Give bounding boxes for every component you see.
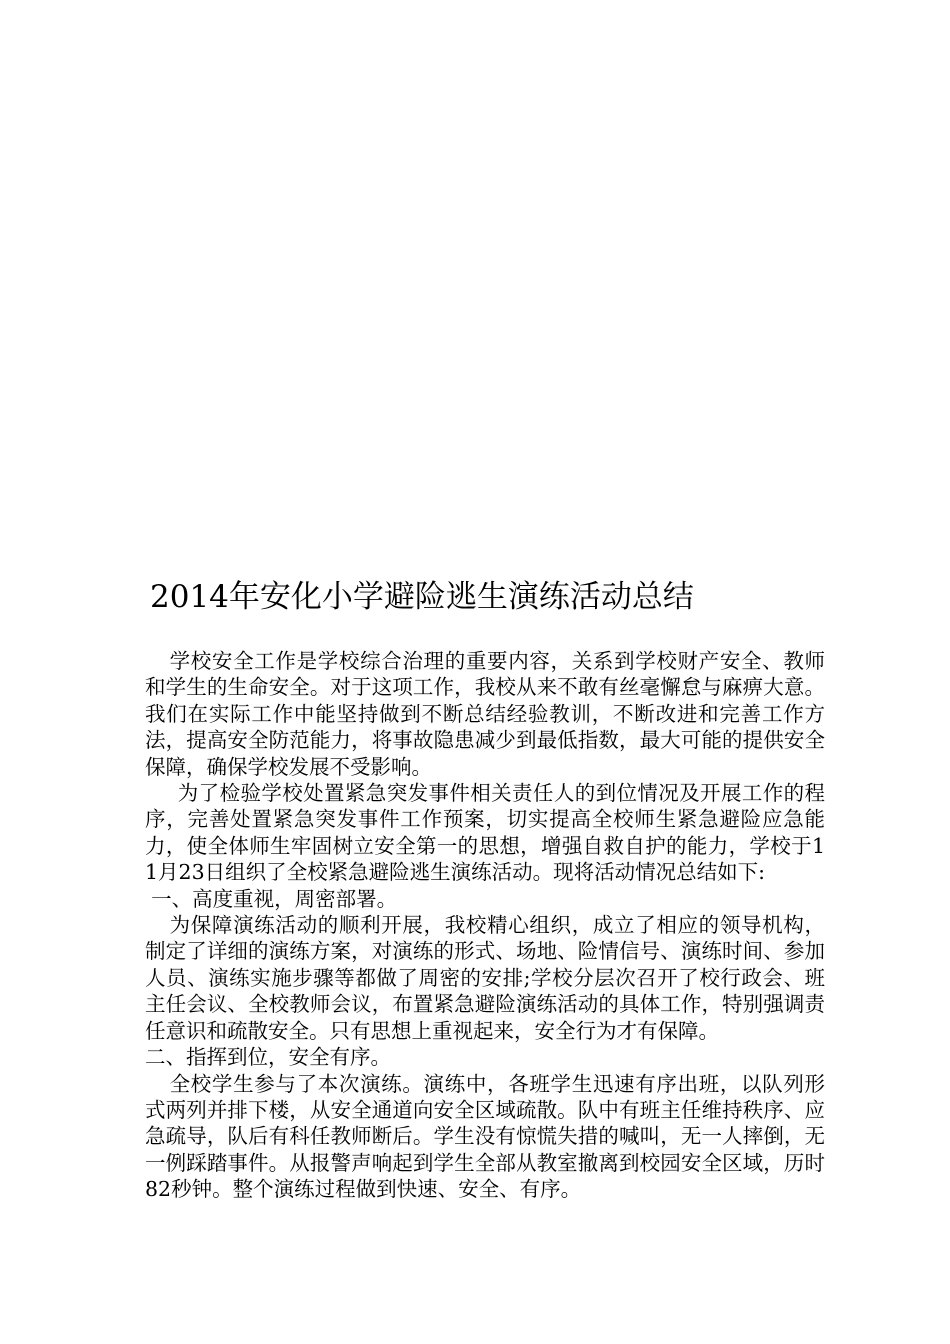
paragraph-section-1: 为保障演练活动的顺利开展，我校精心组织，成立了相应的领导机构，制定了详细的演练方案，对演练的形式、场地、险情信号、演练时间、参加人员、演练实施步骤等都做了周密的安排;学校分层次召开了校行政会、班主任会议、全校教师会议，布置紧急避险演练活动的具体工作，特别强调责任意识和疏散安全。只有思想上重视起来，安全行为才有保障。 [145,913,825,1043]
document-body [145,648,825,1203]
paragraph-section-2: 全校学生参与了本次演练。演练中，各班学生迅速有序出班，以队列形式两列并排下楼，从安全通道向安全区域疏散。队中有班主任维持秩序、应急疏导，队后有科任教师断后。学生没有惊慌失措的喊叫，无一人摔倒，无一例踩踏事件。从报警声响起到学生全部从教室撤离到校园安全区域，历时82秒钟。整个演练过程做到快速、安全、有序。 [145,1071,825,1202]
section-heading-2: 二、指挥到位，安全有序。 [145,1045,391,1070]
paragraph-intro: 学校安全工作是学校综合治理的重要内容，关系到学校财产安全、教师和学生的生命安全。对于这项工作，我校从来不敢有丝毫懈怠与麻痹大意。我们在实际工作中能坚持做到不断总结经验教训，不断改进和完善工作方法，提高安全防范能力，将事故隐患减少到最低指数，最大可能的提供安全保障，确保学校发展不受影响。 [145,649,825,779]
document-title: 2014年安化小学避险逃生演练活动总结 [150,579,694,615]
section-heading-1: 一、高度重视，周密部署。 [151,886,398,911]
paragraph-purpose: 为了检验学校处置紧急突发事件相关责任人的到位情况及开展工作的程序，完善处置紧急突发事件工作预案，切实提高全校师生紧急避险应急能力，使全体师生牢固树立安全第一的思想，增强自救自护的能力，学校于11月23日组织了全校紧急避险逃生演练活动。现将活动情况总结如下: [145,781,825,885]
